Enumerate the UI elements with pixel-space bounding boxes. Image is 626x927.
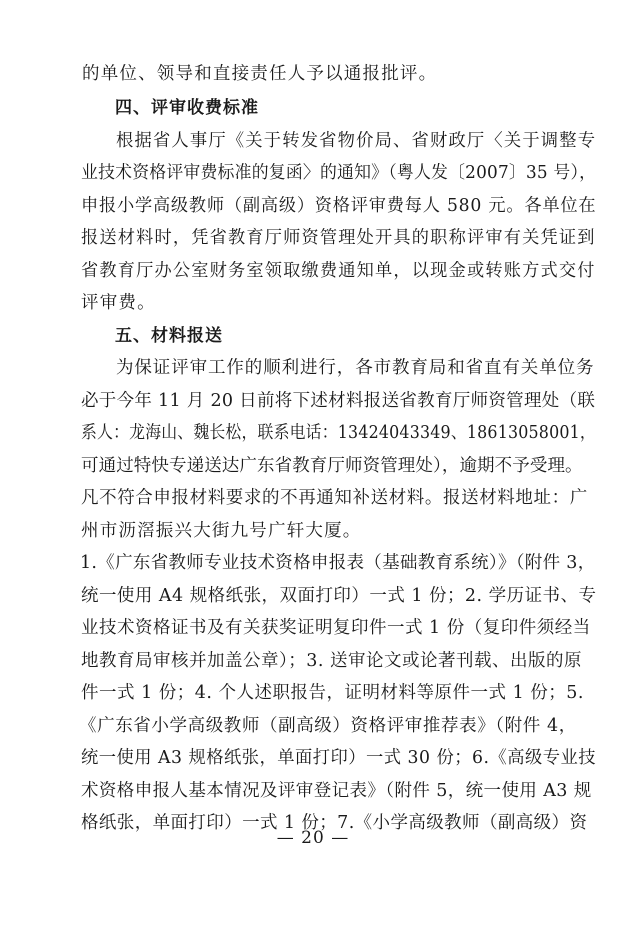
body-text-line: 业技术资格证书及有关获奖证明复印件一式 1 份（复印件须经当 bbox=[81, 618, 591, 638]
body-text-line: 申报小学高级教师（副高级）资格评审费每人 580 元。各单位在 bbox=[81, 196, 597, 216]
body-text-line: 凡不符合申报材料要求的不再通知补送材料。报送材料地址：广 bbox=[81, 488, 588, 508]
body-text-line: 州市沥滘振兴大街九号广轩大厦。 bbox=[81, 521, 362, 541]
body-text-line: 的单位、领导和直接责任人予以通报批评。 bbox=[82, 64, 438, 84]
body-text-line: 系人：龙海山、魏长松，联系电话：13424043349、18613058001， bbox=[81, 423, 596, 443]
body-text-line: 《广东省小学高级教师（副高级）资格评审推荐表》（附件 4， bbox=[79, 716, 577, 736]
body-text-line: 评审费。 bbox=[81, 293, 156, 313]
body-text-line: 省教育厅办公室财务室领取缴费通知单，以现金或转账方式交付 bbox=[81, 261, 596, 281]
body-text-line: 业技术资格评审费标准的复函〉的通知》（粤人发〔2007〕35 号）， bbox=[81, 163, 597, 183]
body-text-line: 根据省人事厅《关于转发省物价局、省财政厅〈关于调整专 bbox=[116, 131, 597, 151]
body-text-line: 格纸张，单面打印）一式 1 份；7.《小学高级教师（副高级）资 bbox=[81, 813, 588, 833]
section-heading-materials: 五、材料报送 bbox=[115, 326, 223, 346]
body-text-line: 报送材料时，凭省教育厅师资管理处开具的职称评审有关凭证到 bbox=[81, 228, 596, 248]
body-text-line: 地教育局审核并加盖公章）；3. 送审论文或论著刊载、出版的原 bbox=[81, 651, 583, 671]
body-text-line: 必于今年 11 月 20 日前将下述材料报送省教育厅师资管理处（联 bbox=[81, 391, 596, 411]
body-text-line: 可通过特快专递送达广东省教育厅师资管理处），逾期不予受理。 bbox=[81, 456, 583, 476]
body-text-line: 统一使用 A3 规格纸张，单面打印）一式 30 份；6.《高级专业技 bbox=[81, 748, 597, 768]
body-text-line: 1.《广东省教师专业技术资格申报表（基础教育系统）》（附件 3， bbox=[80, 553, 596, 573]
body-text-line: 统一使用 A4 规格纸张，双面打印）一式 1 份；2. 学历证书、专 bbox=[81, 586, 597, 606]
section-heading-fees: 四、评审收费标准 bbox=[115, 98, 259, 118]
body-text-line: 为保证评审工作的顺利进行，各市教育局和省直有关单位务 bbox=[116, 358, 595, 378]
body-text-line: 件一式 1 份；4. 个人述职报告，证明材料等原件一式 1 份；5. bbox=[81, 683, 584, 703]
body-text-line: 术资格申报人基本情况及评审登记表》（附件 5，统一使用 A3 规 bbox=[81, 781, 592, 801]
page-number: — 20 — bbox=[276, 828, 350, 848]
